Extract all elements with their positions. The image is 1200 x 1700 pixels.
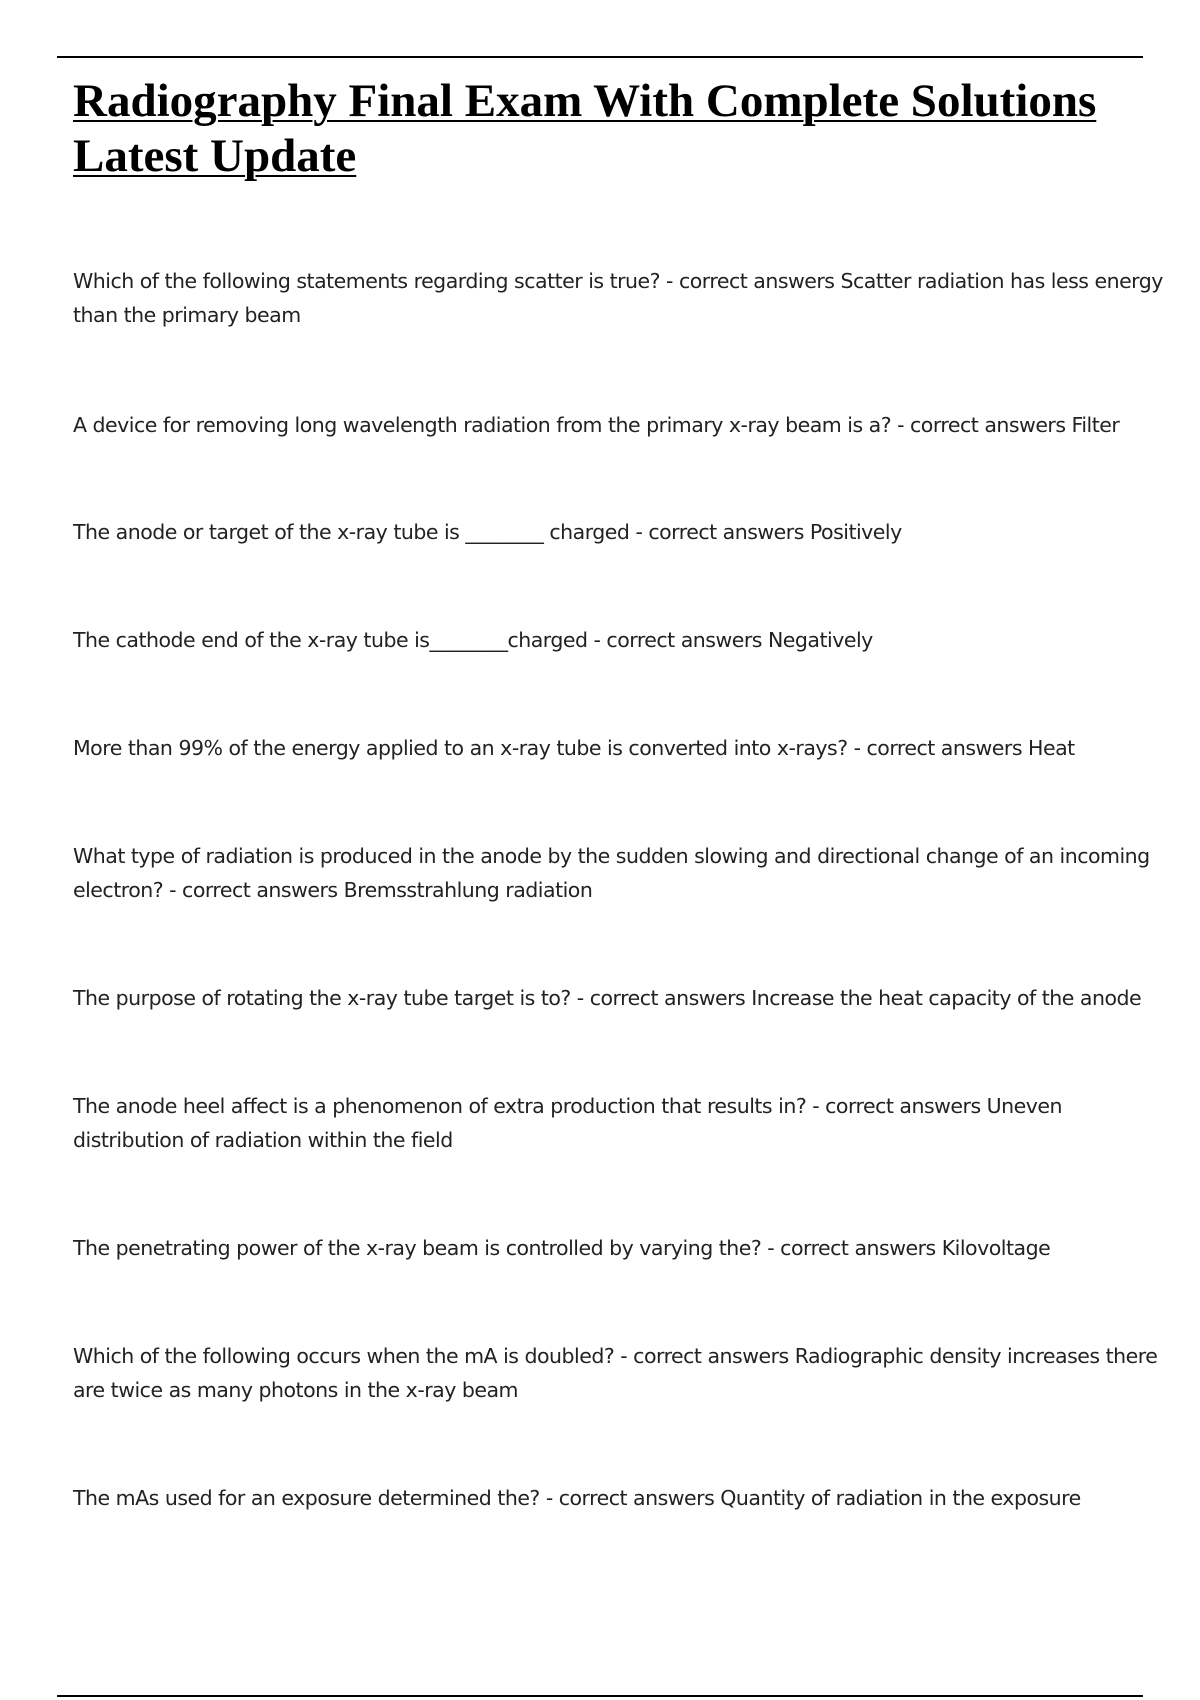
qa-item-8: The anode heel affect is a phenomenon of extra production that results in? - correct answers Uneven distribution of radiation within the field: [73, 1094, 1063, 1152]
qa-item-4: The cathode end of the x-ray tube is________charged - correct answers Negatively: [73, 628, 873, 652]
qa-item-7: The purpose of rotating the x-ray tube target is to? - correct answers Increase the heat capacity of the anode: [73, 986, 1142, 1010]
qa-item-5: More than 99% of the energy applied to an x-ray tube is converted into x-rays? - correct answers Heat: [73, 736, 1075, 760]
qa-item-11: The mAs used for an exposure determined the? - correct answers Quantity of radiation in the exposure: [73, 1486, 1081, 1510]
document-title: Radiography Final Exam With Complete Solutions Latest Update: [73, 75, 1097, 182]
qa-item-2: A device for removing long wavelength radiation from the primary x-ray beam is a? - correct answers Filter: [73, 413, 1120, 437]
qa-item-3: The anode or target of the x-ray tube is ________ charged - correct answers Positively: [73, 520, 902, 544]
qa-item-6: What type of radiation is produced in the anode by the sudden slowing and directional change of an incoming electron? - correct answers Bremsstrahlung radiation: [73, 844, 1150, 902]
qa-item-10: Which of the following occurs when the mA is doubled? - correct answers Radiographic density increases there are twice as many photons in the x-ray beam: [73, 1344, 1158, 1402]
qa-item-9: The penetrating power of the x-ray beam is controlled by varying the? - correct answers Kilovoltage: [73, 1236, 1051, 1260]
qa-item-1: Which of the following statements regarding scatter is true? - correct answers Scatter radiation has less energy than the primary beam: [73, 269, 1163, 327]
top-rule: [57, 56, 1143, 58]
bottom-rule: [57, 1695, 1143, 1697]
